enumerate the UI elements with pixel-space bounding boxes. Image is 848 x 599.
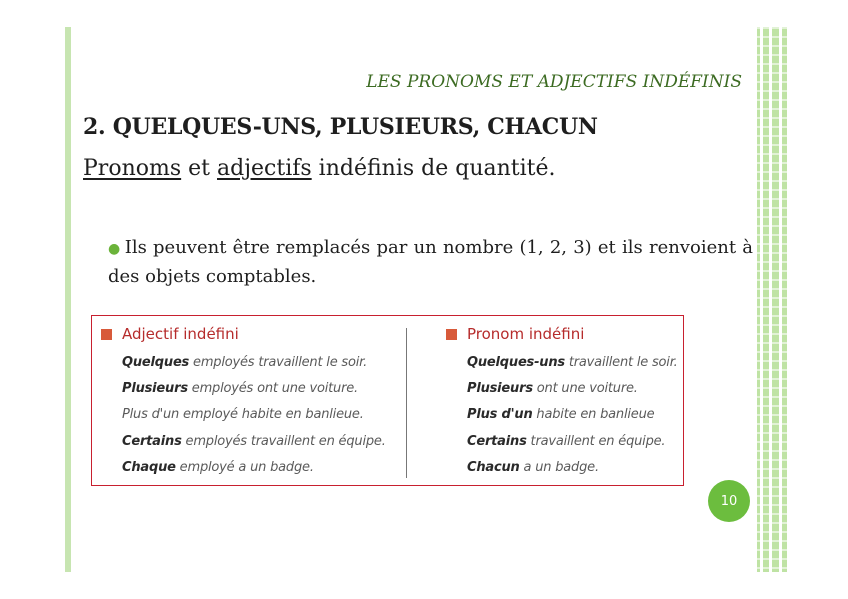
subtitle-word-pronoms: Pronoms	[83, 156, 182, 181]
subtitle-connector: et	[181, 156, 217, 181]
example-text: employés travaillent le soir.	[189, 355, 368, 370]
examples-table	[91, 315, 684, 486]
example-keyword: Plus d'un	[467, 407, 533, 423]
example-keyword: Plusieurs	[122, 381, 188, 397]
example-text: employés ont une voiture.	[187, 381, 358, 397]
example-text: employés travaillent en équipe.	[181, 433, 386, 449]
example-keyword: Quelques-uns	[467, 355, 565, 370]
example-text: travaillent le soir.	[564, 355, 678, 370]
subtitle	[83, 156, 556, 181]
example-row	[101, 455, 386, 481]
left-decorative-bar	[65, 27, 71, 572]
subtitle-rest: indéfinis de quantité.	[311, 156, 556, 181]
example-row	[101, 402, 386, 428]
pronoun-heading-label: Pronom indéfini	[467, 325, 585, 343]
example-text: a un badge.	[519, 459, 599, 475]
column-divider	[406, 328, 407, 478]
example-row	[101, 429, 386, 455]
example-row	[446, 429, 678, 455]
example-keyword: Certains	[122, 433, 182, 449]
example-text: Plus d'un employé habite en banlieue.	[122, 407, 364, 423]
section-title: 2. QUELQUES-UNS, PLUSIEURS, CHACUN	[83, 114, 598, 140]
subtitle-word-adjectifs: adjectifs	[217, 156, 312, 181]
example-row	[446, 350, 678, 376]
example-text: travaillent en équipe.	[526, 433, 666, 449]
right-decorative-border	[757, 27, 787, 572]
example-row	[446, 455, 678, 481]
page-number-badge: 10	[708, 480, 750, 522]
example-text: employé a un badge.	[175, 459, 314, 475]
example-text: ont une voiture.	[532, 381, 638, 397]
example-keyword: Chaque	[122, 459, 176, 475]
adjective-column	[101, 324, 386, 481]
example-keyword: Certains	[467, 433, 527, 449]
bullet-text: Ils peuvent être remplacés par un nombre (1, 2, 3) et ils renvoient à des objets comptables.	[108, 237, 753, 287]
example-row	[446, 402, 678, 428]
example-keyword: Quelques	[122, 355, 190, 370]
pronoun-heading	[446, 324, 678, 344]
square-bullet-icon	[446, 329, 457, 340]
example-text: habite en banlieue	[532, 407, 655, 423]
slide-header-title: LES PRONOMS ET ADJECTIFS INDÉFINIS	[366, 72, 742, 92]
example-row	[101, 350, 386, 376]
pronoun-column	[446, 324, 678, 481]
bullet-point	[108, 234, 753, 290]
example-keyword: Chacun	[467, 459, 520, 475]
adjective-heading-label: Adjectif indéfini	[122, 325, 239, 343]
bullet-dot-icon: ●	[108, 241, 121, 257]
example-row	[101, 376, 386, 402]
example-row	[446, 376, 678, 402]
square-bullet-icon	[101, 329, 112, 340]
adjective-heading	[101, 324, 386, 344]
example-keyword: Plusieurs	[467, 381, 533, 397]
